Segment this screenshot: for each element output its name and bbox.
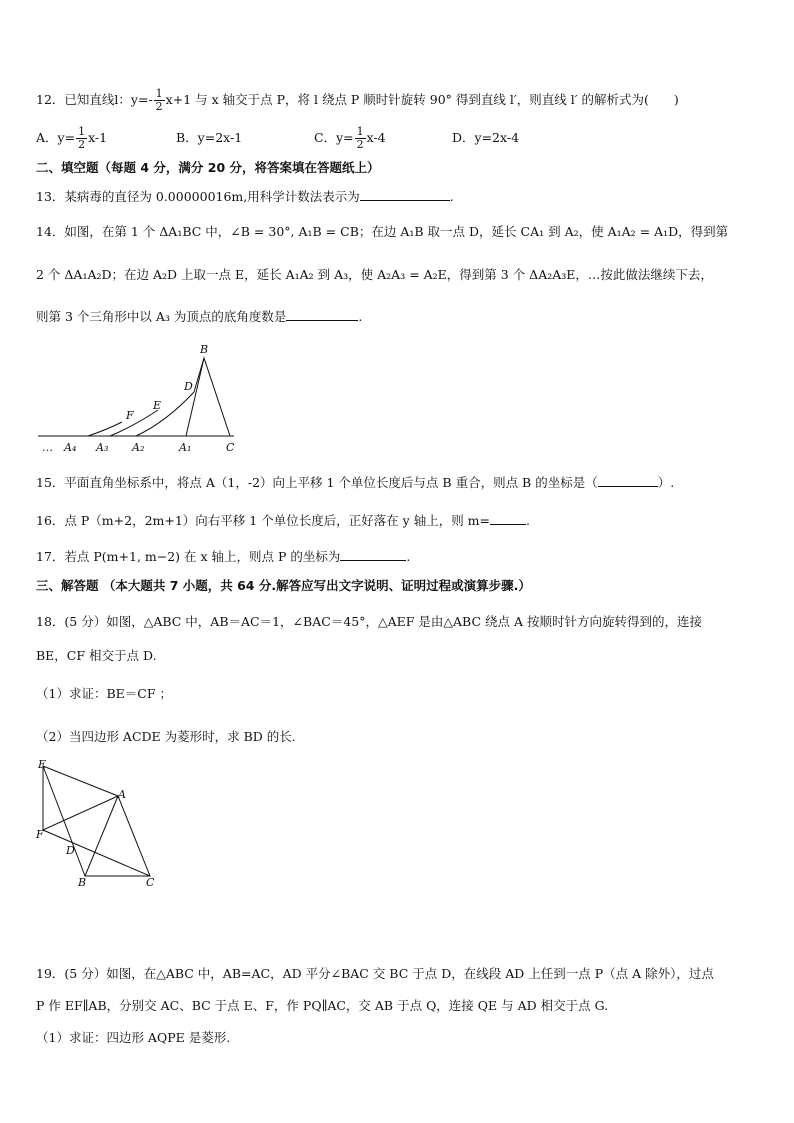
q12-fraction: $\frac{1}{2}$ [155,87,163,113]
q18-sub1: （1）求证：BE＝CF ； [36,686,172,701]
q12-stem [36,88,679,113]
q14-answer-blank[interactable] [286,308,358,321]
fig18-label-c: C [146,876,155,889]
fig18-label-f: F [36,828,44,841]
q15-answer-blank[interactable] [598,474,658,487]
fig14-label-dots: … [42,441,53,454]
q12-option-a[interactable]: A．y= $\frac{1}{2}$ x-1 [36,125,108,151]
q13: 13．某病毒的直径为 0.00000016m,用科学计数法表示为 . [36,189,454,204]
fig14-label-a1: A₁ [179,441,192,454]
fig14-label-c: C [226,441,235,454]
q17: 17．若点 P(m+1, m−2) 在 x 轴上，则点 P 的坐标为 . [36,549,411,564]
q14-line1: 14．如图，在第 1 个 ΔA₁BC 中，∠B = 30°, A₁B = CB；在边 A₁B 取一点 D，延长 CA₁ 到 A₂，使 A₁A₂ = A₁D，得到第 [36,224,729,239]
q12-part2: x+1 与 x 轴交于点 P，将 l 绕点 P 顺时针旋转 90° 得到直线 l′，则直线 l′ 的解析式为( ) [165,92,679,107]
q18-line1: 18．(5 分）如图，△ABC 中，AB＝AC＝1，∠BAC＝45°，△AEF 是由△ABC 绕点 A 按顺时针方向旋转得到的，连接 [36,614,702,629]
q16-answer-blank[interactable] [490,512,526,525]
q17-answer-blank[interactable] [340,548,406,561]
section-solution-title: 三、解答题 （本大题共 7 小题，共 64 分.解答应写出文字说明、证明过程或演算步骤.） [36,578,531,593]
q12-option-c[interactable]: C．y= $\frac{1}{2}$ x-4 [314,125,386,151]
q19-sub1: （1）求证：四边形 AQPE 是菱形. [36,1030,231,1045]
fig14-label-e: E [153,399,162,412]
fig18-label-d: D [66,844,75,857]
q19-line1: 19．(5 分）如图，在△ABC 中，AB=AC，AD 平分∠BAC 交 BC 于点 D，在线段 AD 上任到一点 P（点 A 除外），过点 [36,966,714,981]
fig14-label-d: D [184,380,193,393]
q14-line2: 2 个 ΔA₁A₂D；在边 A₂D 上取一点 E，延长 A₁A₂ 到 A₃，使 A₂A₃ = A₂E，得到第 3 个 ΔA₂A₃E，…按此做法继续下去， [36,267,713,282]
fig14-label-a2: A₂ [132,441,145,454]
q18-sub2: （2）当四边形 ACDE 为菱形时，求 BD 的长. [36,729,296,744]
q13-answer-blank[interactable] [360,188,450,201]
q16: 16．点 P（m+2，2m+1）向右平移 1 个单位长度后，正好落在 y 轴上，则 m= . [36,513,530,528]
q12-option-d[interactable]: D．y=2x-4 [452,130,520,145]
q12-option-b[interactable]: B．y=2x-1 [176,130,243,145]
fig18-label-b: B [78,876,87,889]
fig18-label-e: E [38,758,47,771]
section-fill-in-title: 二、填空题（每题 4 分，满分 20 分，将答案填在答题纸上） [36,160,380,175]
q14-figure [36,342,256,457]
fig18-label-a: A [118,788,126,801]
fig14-label-f: F [126,409,134,422]
fig14-label-b: B [200,343,209,356]
q15: 15．平面直角坐标系中，将点 A（1，-2）向上平移 1 个单位长度后与点 B 重合，则点 B 的坐标是（ ）. [36,475,675,490]
q19-line2: P 作 EF∥AB，分别交 AC、BC 于点 E、F，作 PQ∥AC，交 AB 于点 Q，连接 QE 与 AD 相交于点 G. [36,998,609,1013]
q18-figure [30,758,170,890]
q12-options [36,126,736,150]
q14-line3: 则第 3 个三角形中以 A₃ 为顶点的底角度数是 . [36,309,363,324]
q18-line2: BE，CF 相交于点 D. [36,648,157,663]
fig14-label-a3: A₃ [96,441,109,454]
fig14-label-a4: A₄ [64,441,77,454]
q12-part1: 12．已知直线l：y=- [36,92,153,107]
